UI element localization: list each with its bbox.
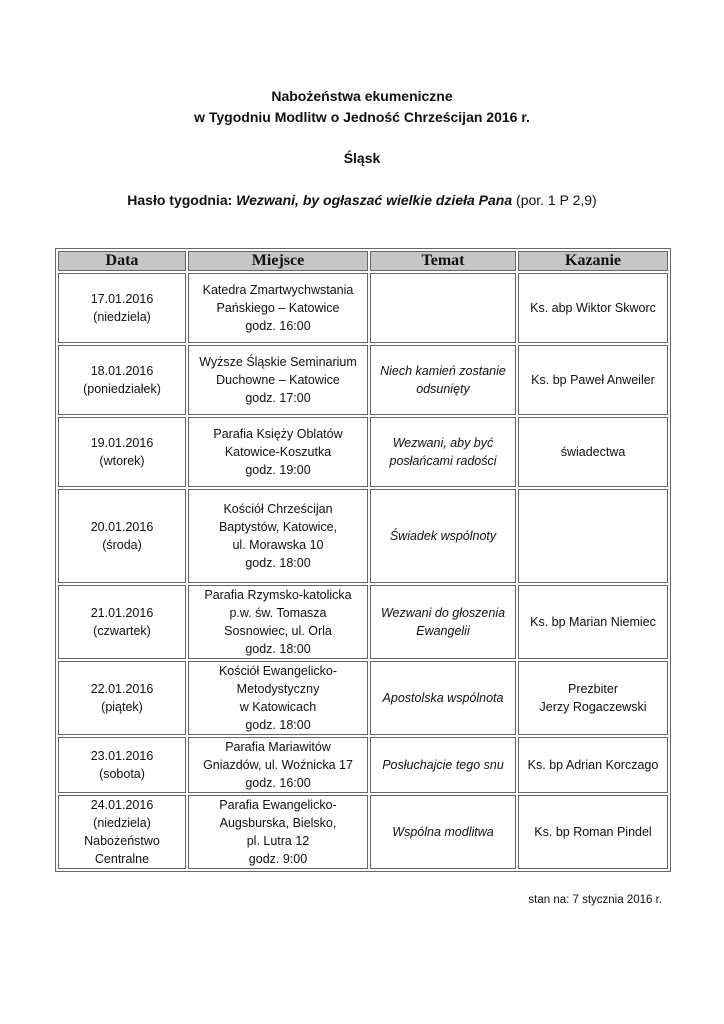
place-cell: [188, 417, 368, 487]
table-row: [58, 585, 668, 659]
sermon-cell-line: Ks. abp Wiktor Skworc: [530, 301, 656, 315]
place-cell: [188, 737, 368, 793]
place-cell: [188, 489, 368, 583]
place-cell: [188, 795, 368, 869]
sermon-cell-line: Ks. bp Roman Pindel: [534, 825, 652, 839]
date-cell-line: 24.01.2016: [90, 798, 154, 812]
schedule-table: [55, 248, 671, 872]
column-header-date: Data: [58, 251, 186, 271]
place-cell-line: Wyższe Śląskie Seminarium: [199, 355, 357, 369]
place-cell-line: Kościół Ewangelicko-: [218, 664, 338, 678]
topic-cell-line: Wspólna modlitwa: [392, 825, 494, 839]
region-heading: Śląsk: [343, 150, 381, 166]
title-line-2: w Tygodniu Modlitw o Jedność Chrześcijan 2016 r.: [194, 109, 530, 125]
date-cell-line: 18.01.2016: [90, 364, 154, 378]
date-cell: [58, 273, 186, 343]
place-cell-line: godz. 16:00: [245, 776, 311, 790]
sermon-cell: [518, 585, 668, 659]
place-cell-line: p.w. św. Tomasza: [229, 606, 327, 620]
topic-cell: [370, 661, 516, 735]
table-row: [58, 661, 668, 735]
topic-cell-line: Wezwani, aby być: [392, 436, 494, 450]
topic-cell-line: Ewangelii: [416, 624, 470, 638]
schedule-rows: [58, 273, 668, 869]
motto-line: [0, 192, 724, 208]
sermon-cell: [518, 273, 668, 343]
topic-cell-line: Posłuchajcie tego snu: [382, 758, 504, 772]
date-cell-line: 20.01.2016: [90, 520, 154, 534]
topic-cell-line: Apostolska wspólnota: [382, 691, 504, 705]
date-cell-line: 19.01.2016: [90, 436, 154, 450]
place-cell-line: Kościół Chrześcijan: [223, 502, 333, 516]
table-row: [58, 737, 668, 793]
place-cell-line: godz. 18:00: [245, 556, 311, 570]
place-cell-line: godz. 16:00: [245, 319, 311, 333]
place-cell: [188, 585, 368, 659]
place-cell-line: Baptystów, Katowice,: [218, 520, 338, 534]
date-cell-line: (środa): [102, 538, 142, 552]
table-row: [58, 417, 668, 487]
date-cell: [58, 661, 186, 735]
place-cell-line: Augsburska, Bielsko,: [219, 816, 337, 830]
place-cell-line: godz. 17:00: [245, 391, 311, 405]
place-cell: [188, 661, 368, 735]
place-cell-line: Parafia Ewangelicko-: [219, 798, 337, 812]
topic-cell: [370, 345, 516, 415]
topic-cell-line: odsunięty: [416, 382, 470, 396]
topic-cell-line: posłańcami radości: [389, 454, 497, 468]
place-cell-line: godz. 19:00: [245, 463, 311, 477]
place-cell-line: Katowice-Koszutka: [224, 445, 332, 459]
sermon-cell-line: Prezbiter: [567, 682, 619, 696]
place-cell-line: godz. 9:00: [248, 852, 308, 866]
place-cell-line: Gniazdów, ul. Woźnicka 17: [203, 758, 353, 772]
topic-cell: [370, 585, 516, 659]
date-cell-line: (niedziela): [93, 310, 151, 324]
place-cell-line: godz. 18:00: [245, 642, 311, 656]
date-cell-line: (sobota): [99, 767, 145, 781]
column-header-sermon: Kazanie: [518, 251, 668, 271]
table-header-row: [58, 251, 668, 271]
date-cell-line: 23.01.2016: [90, 749, 154, 763]
topic-cell: [370, 795, 516, 869]
topic-cell-line: Niech kamień zostanie: [380, 364, 506, 378]
table-row: [58, 345, 668, 415]
sermon-cell: [518, 345, 668, 415]
place-cell-line: Pańskiego – Katowice: [216, 301, 340, 315]
place-cell: [188, 345, 368, 415]
date-cell-line: 22.01.2016: [90, 682, 154, 696]
sermon-cell: [518, 737, 668, 793]
sermon-cell-line: Ks. bp Paweł Anweiler: [531, 373, 655, 387]
motto-text: Wezwani, by ogłaszać wielkie dzieła Pana: [236, 192, 513, 208]
place-cell-line: Parafia Rzymsko-katolicka: [204, 588, 352, 602]
topic-cell: [370, 489, 516, 583]
topic-cell: [370, 273, 516, 343]
sermon-cell: [518, 661, 668, 735]
title-line-1: Nabożeństwa ekumeniczne: [271, 88, 453, 104]
sermon-cell-line: Ks. bp Marian Niemiec: [530, 615, 656, 629]
place-cell-line: Sosnowiec, ul. Orla: [224, 624, 332, 638]
place-cell-line: godz. 18:00: [245, 718, 311, 732]
motto-reference: (por. 1 P 2,9): [516, 192, 597, 208]
date-cell: [58, 489, 186, 583]
date-cell-line: (piątek): [101, 700, 143, 714]
column-header-place: Miejsce: [188, 251, 368, 271]
date-cell: [58, 417, 186, 487]
place-cell-line: Duchowne – Katowice: [216, 373, 340, 387]
place-cell-line: Metodystyczny: [236, 682, 320, 696]
topic-cell-line: Wezwani do głoszenia: [380, 606, 506, 620]
sermon-cell: [518, 795, 668, 869]
sermon-cell-line: świadectwa: [560, 445, 626, 459]
place-cell-line: Katedra Zmartwychwstania: [202, 283, 354, 297]
topic-cell-line: Świadek wspólnoty: [389, 529, 497, 543]
place-cell: [188, 273, 368, 343]
status-date: stan na: 7 stycznia 2016 r.: [528, 894, 662, 906]
date-cell-line: 21.01.2016: [90, 606, 154, 620]
date-cell: [58, 737, 186, 793]
place-cell-line: ul. Morawska 10: [232, 538, 324, 552]
table-row: [58, 489, 668, 583]
date-cell-line: (niedziela): [93, 816, 151, 830]
date-cell-line: Nabożeństwo: [84, 834, 160, 848]
date-cell: [58, 345, 186, 415]
place-cell-line: w Katowicach: [239, 700, 317, 714]
sermon-cell: [518, 417, 668, 487]
motto-label: Hasło tygodnia:: [127, 192, 233, 208]
topic-cell: [370, 417, 516, 487]
place-cell-line: Parafia Mariawitów: [225, 740, 331, 754]
date-cell: [58, 585, 186, 659]
sermon-cell-line: Ks. bp Adrian Korczago: [527, 758, 659, 772]
date-cell-line: (poniedziałek): [83, 382, 161, 396]
table-row: [58, 795, 668, 869]
topic-cell: [370, 737, 516, 793]
place-cell-line: pl. Lutra 12: [246, 834, 310, 848]
sermon-cell: [518, 489, 668, 583]
sermon-cell-line: Jerzy Rogaczewski: [539, 700, 647, 714]
place-cell-line: Parafia Księży Oblatów: [213, 427, 343, 441]
date-cell-line: (wtorek): [99, 454, 145, 468]
date-cell: [58, 795, 186, 869]
column-header-topic: Temat: [370, 251, 516, 271]
date-cell-line: 17.01.2016: [90, 292, 154, 306]
table-row: [58, 273, 668, 343]
date-cell-line: (czwartek): [93, 624, 151, 638]
date-cell-line: Centralne: [94, 852, 150, 866]
